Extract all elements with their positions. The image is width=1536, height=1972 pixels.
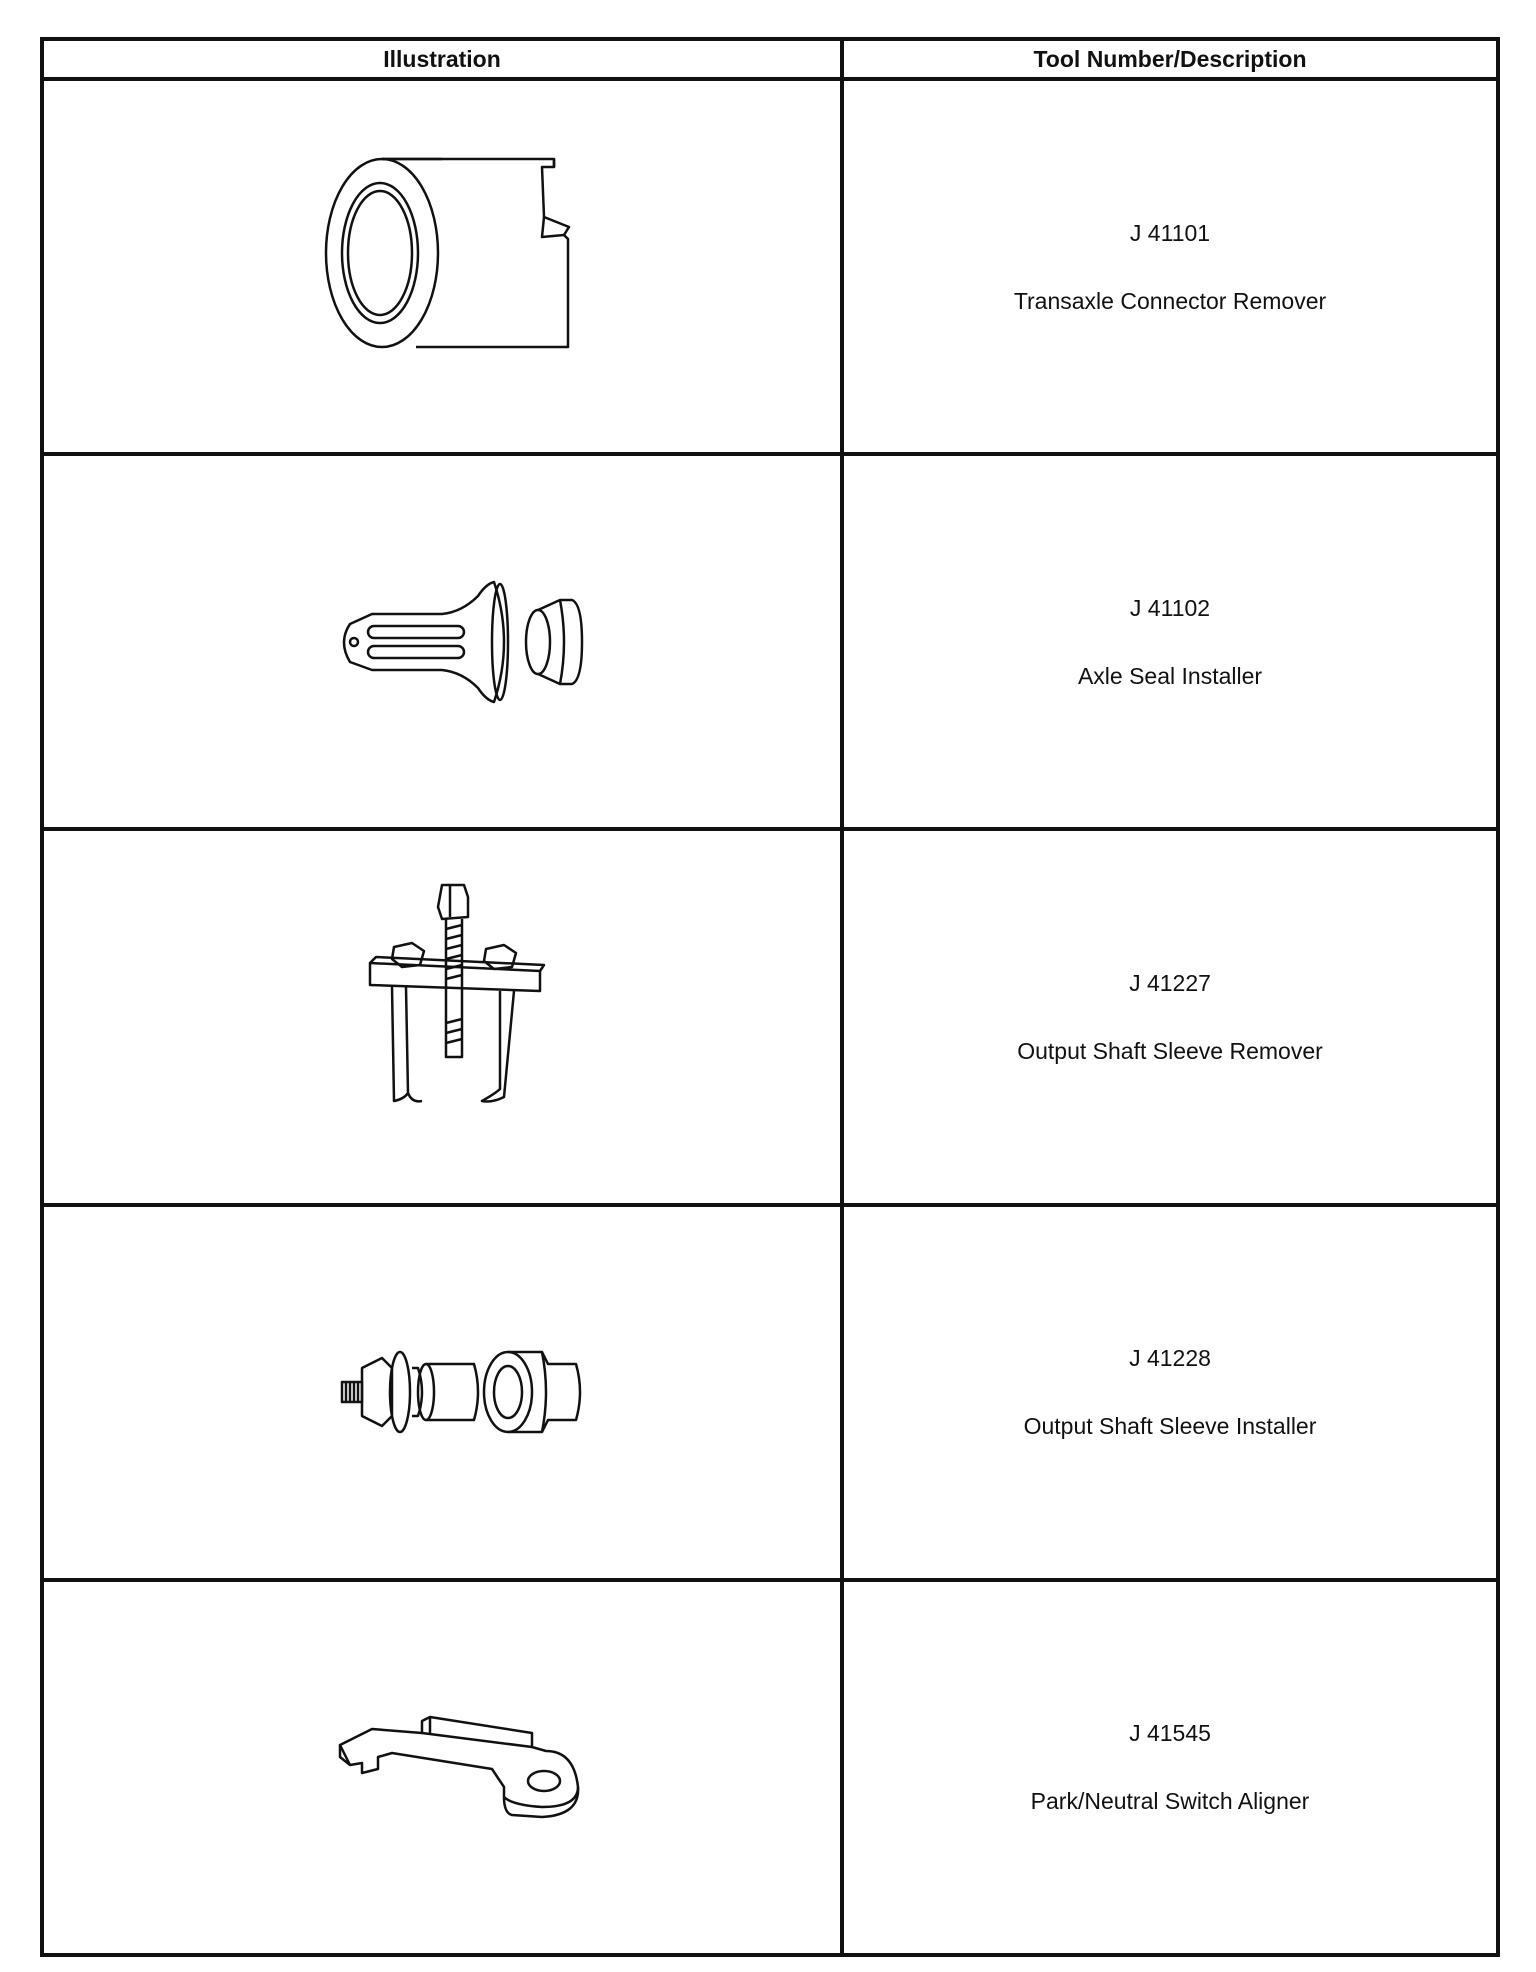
special-tools-table [40, 37, 1500, 1957]
tool-cell [842, 79, 1498, 454]
tool-description: Axle Seal Installer [1077, 662, 1263, 689]
tool-number: J 41545 [1129, 1720, 1211, 1747]
seal-installer-icon [242, 492, 642, 792]
table-row [42, 1205, 1498, 1580]
tool-description: Transaxle Connector Remover [1013, 287, 1327, 314]
sleeve-remover-icon [242, 117, 642, 417]
tool-cell [842, 829, 1498, 1204]
table-row [42, 79, 1498, 454]
table-row [42, 1580, 1498, 1955]
illustration-cell [42, 1580, 842, 1955]
sleeve-installer-icon [242, 1242, 642, 1542]
tool-cell [842, 1580, 1498, 1955]
table-row [42, 454, 1498, 829]
table-header-row [42, 39, 1498, 79]
tool-number: J 41101 [1129, 219, 1211, 246]
illustration-header: Illustration [42, 39, 842, 79]
illustration-cell [42, 829, 842, 1204]
illustration-cell [42, 79, 842, 454]
puller-icon [242, 867, 642, 1167]
tool-description-header: Tool Number/Description [842, 39, 1498, 79]
table-row [42, 829, 1498, 1204]
illustration-cell [42, 1205, 842, 1580]
tool-number: J 41228 [1129, 1345, 1211, 1372]
tool-cell [842, 454, 1498, 829]
tool-description: Output Shaft Sleeve Installer [1023, 1413, 1317, 1440]
tool-number: J 41102 [1129, 594, 1211, 621]
tool-description: Park/Neutral Switch Aligner [1030, 1788, 1310, 1815]
switch-aligner-icon [242, 1617, 642, 1917]
tool-description: Output Shaft Sleeve Remover [1017, 1037, 1323, 1064]
tool-number: J 41227 [1129, 969, 1211, 996]
illustration-cell [42, 454, 842, 829]
tool-cell [842, 1205, 1498, 1580]
